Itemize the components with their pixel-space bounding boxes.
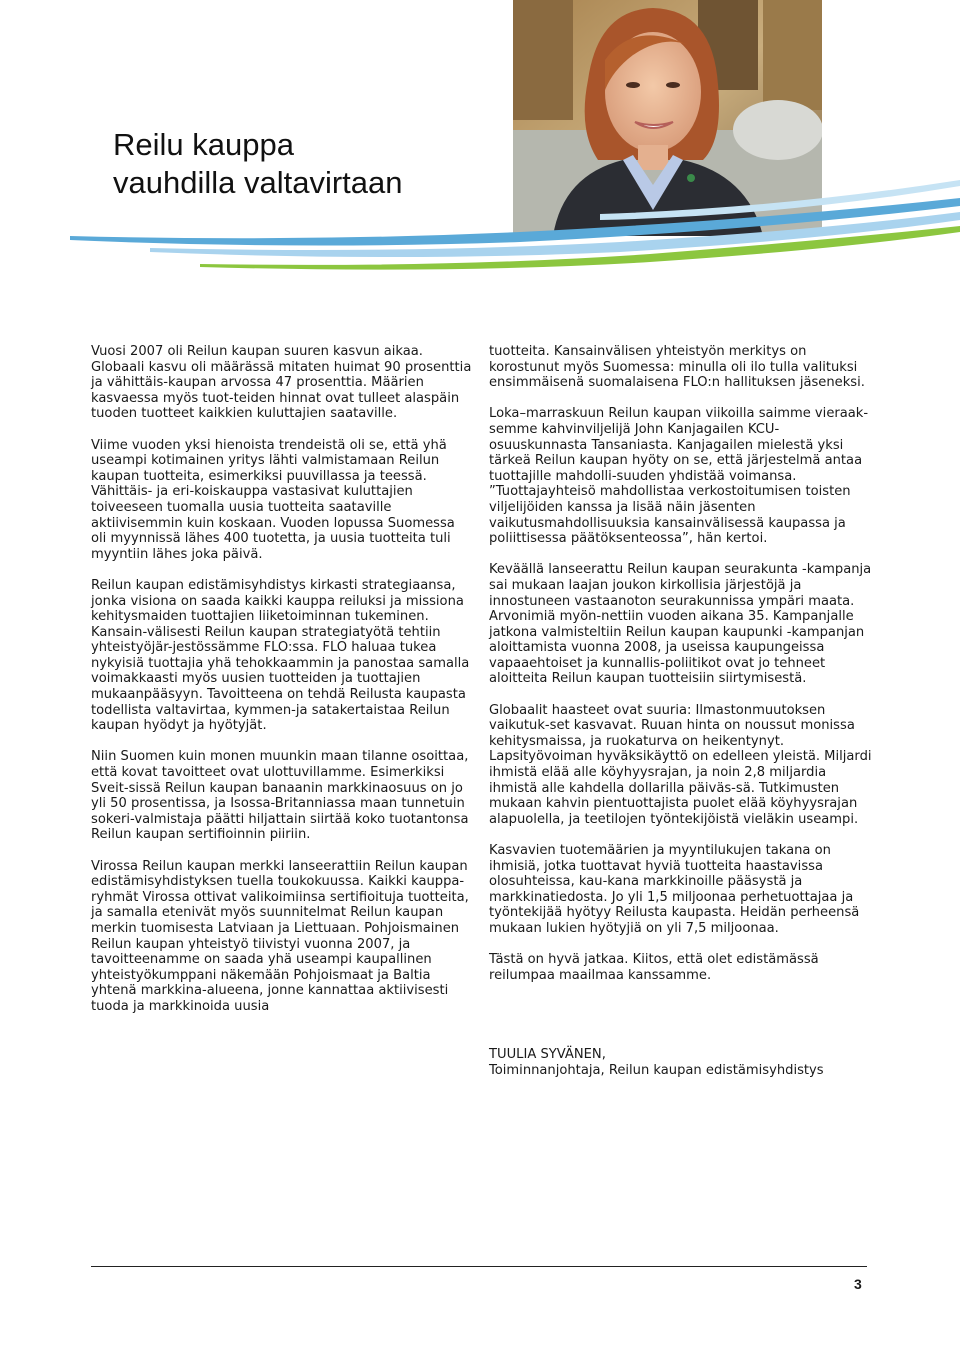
paragraph: tuotteita. Kansainvälisen yhteistyön merkitys on korostunut myös Suomessa: minulla oli ilo tulla valituksi ensimmäisenä suomalaisena FLO:n hallituksen jäseneksi. <box>489 344 865 391</box>
signature-name: TUULIA SYVÄNEN, <box>489 1047 606 1062</box>
paragraph: Loka–marraskuun Reilun kaupan viikoilla saimme vieraak-semme kahvinviljelijä John Kanjagailen KCU-osuuskunnasta Tansaniasta. Kanjagailen mielestä yksi tärkeä Reilun kaupan hyöty on se, että järjestelmä antaa tuottajille mahdolli-suuden yhdistää voimansa. ”Tuottajayhteisö mahdollistaa verkostoitumisen toisten viljelijöiden kanssa ja lisää näin jäsenten vaikutusmahdollisuuksia kansainvälisessä kaupassa ja poliittisessa päätöksenteossa”, hän kertoi. <box>489 406 869 547</box>
decorative-swoosh <box>0 150 960 290</box>
paragraph: Viime vuoden yksi hienoista trendeistä oli se, että yhä useampi kotimainen yritys lähti valmistamaan Reilun kaupan tuotteita, esimerkiksi puuvillassa ja teessä. Vähittäis- ja eri-koiskauppa vastasivat kuluttajien toiveeseen tuomalla uusia tuotteita saataville aktiivisemmin kuin koskaan. Vuoden lopussa Suomessa oli myynnissä lähes 400 tuotetta, ja uusia tuotteita tuli myyntiin lähes joka päivä. <box>91 437 455 562</box>
page-number: 3 <box>854 1276 862 1292</box>
paragraph: Vuosi 2007 oli Reilun kaupan suuren kasvun aikaa. Globaali kasvu oli määrässä mitaten huimat 90 prosenttia ja vähittäis-kaupan arvossa 47 prosenttia. Määrien kasvaessa myös tuot-teiden hinnat ovat tulleet alaspäin tuoden tuotteet kaikkien kuluttajien saataville. <box>91 344 472 422</box>
signature <box>489 1047 824 1079</box>
paragraph: Keväällä lanseerattu Reilun kaupan seurakunta -kampanja sai mukaan laajan joukon kirkollisia järjestöjä ja innostuneen vastaanoton seurakunnissa ympäri maata. Arvonimiä myön-nettiin vuoden aikana 35. Kampanjalle jatkona valmisteltiin Reilun kaupan kaupunki -kampanjan aloittamista vuonna 2008, ja useissa kaupungeissa vapaaehtoiset ja kunnallis-poliitikot ovat jo tehneet aloitteita Reilun kaupan tuotteisiin siirtymisestä. <box>489 562 872 687</box>
signature-role: Toiminnanjohtaja, Reilun kaupan edistämisyhdistys <box>489 1063 824 1078</box>
paragraph: Tästä on hyvä jatkaa. Kiitos, että olet edistämässä reilumpaa maailmaa kanssamme. <box>489 952 819 983</box>
paragraph: Kasvavien tuotemäärien ja myyntilukujen takana on ihmisiä, jotka tuottavat hyviä tuotteita haastavissa olosuhteissa, kau-kana markkinoille pääsystä ja markkinatiedosta. Jo yli 1,5 miljoonaa perhetuottajaa ja työntekijää hyötyy Reilusta kaupasta. Heidän perheensä mukaan lukien hyötyjiä on yli 7,5 miljoonaa. <box>489 843 860 936</box>
title-line-1: Reilu kauppa <box>113 127 294 162</box>
paragraph: Virossa Reilun kaupan merkki lanseerattiin Reilun kaupan edistämisyhdistyksen tuella toukokuussa. Kaikki kauppa-ryhmät Virossa ottivat valikoimiinsa sertifioituja tuotteita, ja samalla etenivät myös suunnitelmat Reilun kaupan merkin tuomisesta Latviaan ja Liettuaan. Pohjoismainen Reilun kaupan yhteistyö tiivistyi vuonna 2007, ja tavoitteenamme on saada yhä useampi kaupallinen yhteistyökumppani näkemään Pohjoismaat ja Baltia yhtenä markkina-alueena, jonne kannattaa aktiivisesti tuoda ja markkinoida uusia <box>91 858 469 1014</box>
left-column <box>91 344 473 1030</box>
paragraph: Globaalit haasteet ovat suuria: Ilmastonmuutoksen vaikutuk-set kasvavat. Ruuan hinta on noussut monissa kehitysmaissa, ja ruokaturva on heikentynyt. Lapsityövoiman hyväksikäyttö on edelleen yleistä. Miljardi ihmistä elää alle köyhyysrajan, ja noin 2,8 miljardia ihmistä alle kahdella dollarilla päiväs-sä. Tutkimusten mukaan kahvin pientuottajista puolet elää köyhyysrajan alapuolella, ja teetilojen työntekijöistä vieläkin useampi. <box>489 702 872 827</box>
footer-divider <box>91 1266 867 1267</box>
right-column <box>489 344 873 999</box>
paragraph: Niin Suomen kuin monen muunkin maan tilanne osoittaa, että kovat tavoitteet ovat ulottuvillamme. Esimerkiksi Sveit-sissä Reilun kaupan banaanin markkinaosuus on jo yli 50 prosentissa, ja Isossa-Britanniassa maan tunnetuin sokeri-valmistaja päätti hiljattain siirtää koko tuotantonsa Reilun kaupan sertifioinnin piiriin. <box>91 749 469 843</box>
paragraph: Reilun kaupan edistämisyhdistys kirkasti strategiaansa, jonka visiona on saada kaikki kauppa reiluksi ja missiona kehitysmaiden tuottajien liiketoiminnan tukeminen. Kansain-välisesti Reilun kaupan strategiatyötä tehtiin yhteistyöjär-jestössämme FLO:ssa. FLO haluaa tukea nykyisiä tuottajia yhä tehokkaammin ja panostaa samalla voimakkaasti myös uusien tuotteiden ja tuottajien mukaanpääsyyn. Tavoitteena on tehdä Reilusta kaupasta todellista valtavirtaa, kymmen-ja satakertaistaa Reilun kaupan hyödyt ja hyötyjät. <box>91 577 470 734</box>
title-line-2: vauhdilla valtavirtaan <box>113 165 403 200</box>
